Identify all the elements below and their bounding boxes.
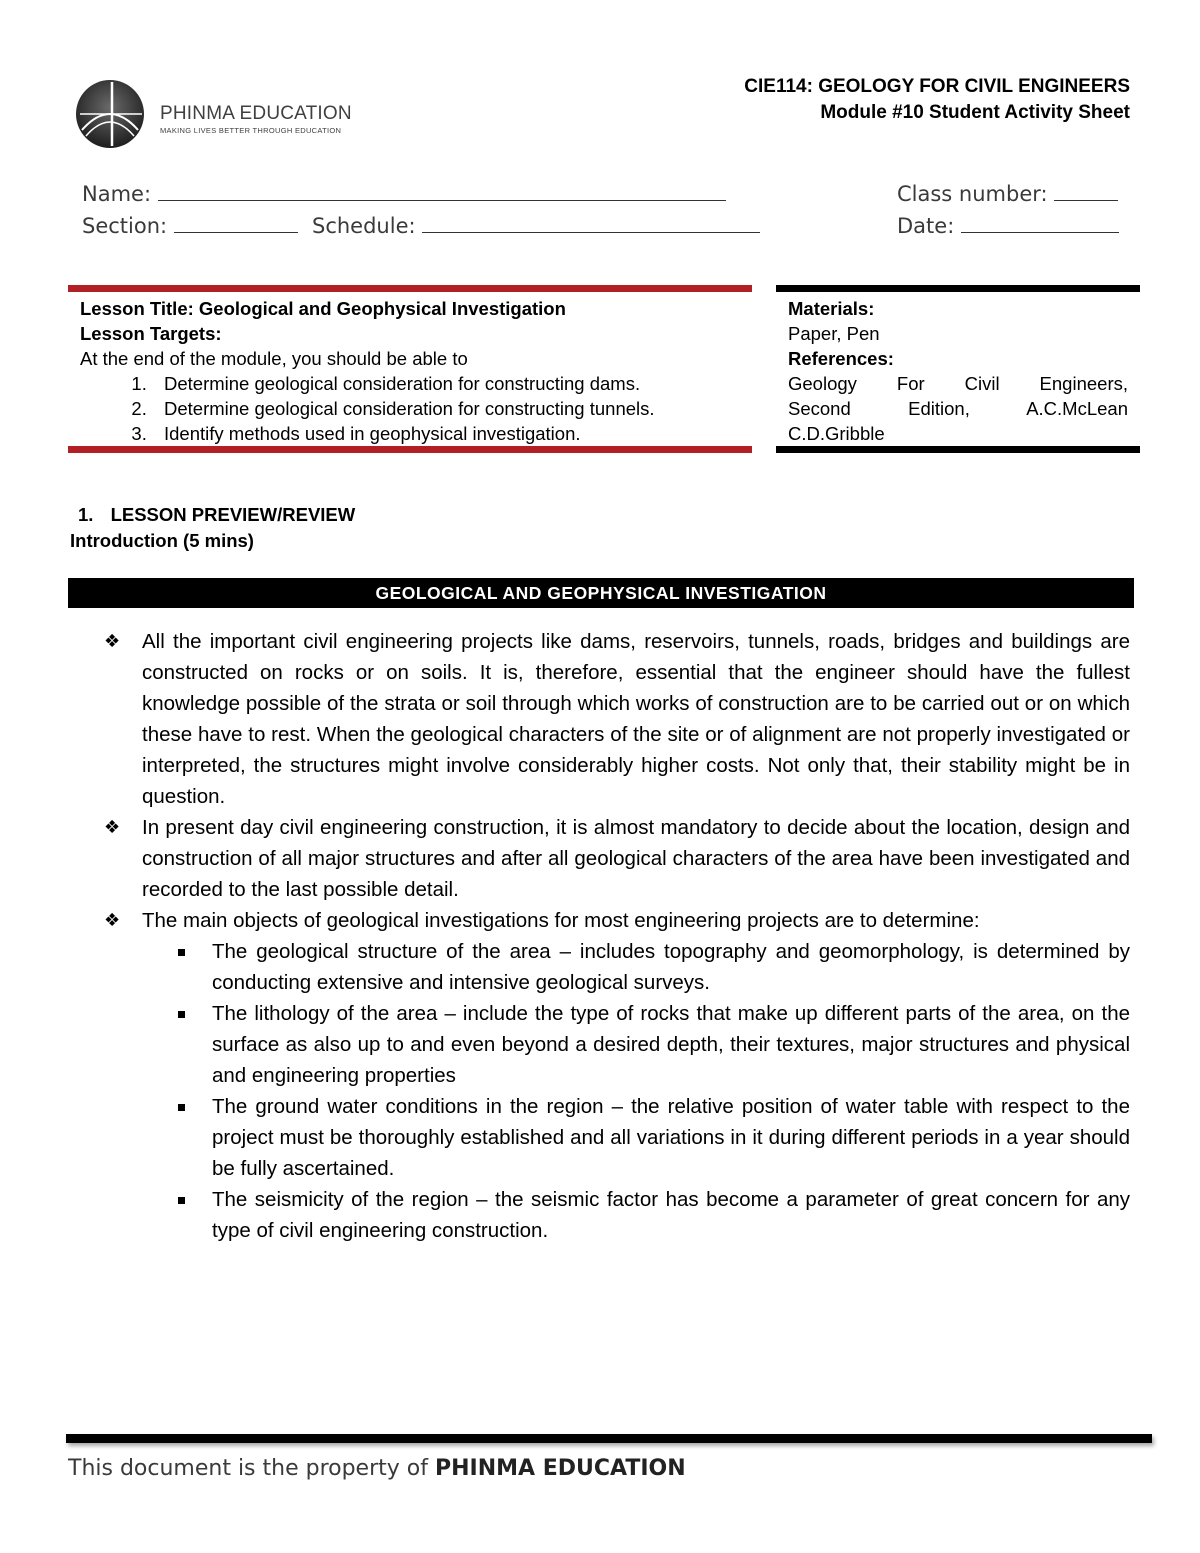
reference-line: Geology For Civil Engineers, <box>788 373 1128 394</box>
reference-line: Second Edition, A.C.McLean <box>788 398 1128 419</box>
class-number-label: Class number: <box>897 182 1048 206</box>
name-line[interactable] <box>158 180 726 201</box>
sub-list-item: The geological structure of the area – includes topography and geomorphology, is determined by conducting extensive and intensive geological surveys. <box>100 936 1130 998</box>
lesson-target: 3. Identify methods used in geophysical investigation. <box>152 421 745 446</box>
materials-bottom-bar <box>776 446 1140 453</box>
sub-list-item: The ground water conditions in the region – the relative position of water table with respect to the project must be thoroughly established and all variations in it during different periods in a year should be fully ascertained. <box>100 1091 1130 1184</box>
module-title: Module #10 Student Activity Sheet <box>820 102 1130 123</box>
list-item: ❖ All the important civil engineering projects like dams, reservoirs, tunnels, roads, bridges and buildings are constructed on rocks or on soils. It is, therefore, essential that the engineer should have the fullest knowledge possible of the strata or soil through which works of construction are to be carried out or on which these have to rest. When the geological characters of the site or of alignment are not properly investigated or interpreted, the structures might involve considerably higher costs. Not only that, their stability might be in question. <box>100 626 1130 812</box>
lesson-targets-list <box>80 371 745 446</box>
sub-list-item: The lithology of the area – include the type of rocks that make up different parts of the area, on the surface as also up to and even beyond a desired depth, their textures, major structures and physical and engineering properties <box>100 998 1130 1091</box>
footer-prefix: This document is the property of <box>68 1456 428 1481</box>
section-label: Section: <box>82 214 168 238</box>
materials-value: Paper, Pen <box>788 323 880 344</box>
lesson-title: Lesson Title: Geological and Geophysical Investigation <box>80 298 566 319</box>
lesson-target: 1. Determine geological consideration for constructing dams. <box>152 371 745 396</box>
materials-label: Materials: <box>788 298 875 319</box>
schedule-label: Schedule: <box>312 214 416 238</box>
section-field[interactable] <box>82 212 298 238</box>
section-heading <box>78 504 355 526</box>
section-line[interactable] <box>174 212 298 233</box>
diamond-bullet-icon: ❖ <box>104 631 121 651</box>
materials-top-bar <box>776 285 1140 292</box>
diamond-bullet-icon: ❖ <box>104 910 121 930</box>
name-label: Name: <box>82 182 152 206</box>
date-label: Date: <box>897 214 955 238</box>
logo-tagline: MAKING LIVES BETTER THROUGH EDUCATION <box>160 126 342 135</box>
footer-bar <box>66 1434 1152 1443</box>
reference-line: C.D.Gribble <box>788 423 885 444</box>
topic-banner: GEOLOGICAL AND GEOPHYSICAL INVESTIGATION <box>68 578 1134 608</box>
lesson-bottom-bar <box>68 446 752 453</box>
square-bullet-icon <box>178 1104 185 1111</box>
references-label: References: <box>788 348 894 369</box>
square-bullet-icon <box>178 1011 185 1018</box>
class-number-line[interactable] <box>1054 180 1118 201</box>
date-line[interactable] <box>961 212 1119 233</box>
square-bullet-icon <box>178 1197 185 1204</box>
sub-list-item: The seismicity of the region – the seismic factor has become a parameter of great concern for any type of civil engineering construction. <box>100 1184 1130 1246</box>
schedule-line[interactable] <box>422 212 760 233</box>
lesson-intro: At the end of the module, you should be able to <box>80 348 468 369</box>
name-field[interactable] <box>82 180 726 206</box>
logo-name: PHINMA EDUCATION <box>160 103 352 124</box>
section-title: LESSON PREVIEW/REVIEW <box>110 504 356 525</box>
footer-text <box>68 1456 686 1481</box>
diamond-bullet-icon: ❖ <box>104 817 121 837</box>
date-field[interactable] <box>897 212 1119 238</box>
body-content <box>100 626 1130 1246</box>
lesson-target: 2. Determine geological consideration for constructing tunnels. <box>152 396 745 421</box>
list-item: ❖ The main objects of geological investigations for most engineering projects are to determine: <box>100 905 1130 936</box>
lesson-top-bar <box>68 285 752 292</box>
section-subheading: Introduction (5 mins) <box>70 530 254 551</box>
lesson-targets-label: Lesson Targets: <box>80 323 222 344</box>
list-item: ❖ In present day civil engineering construction, it is almost mandatory to decide about the location, design and construction of all major structures and after all geological characters of the area have been investigated and recorded to the last possible detail. <box>100 812 1130 905</box>
materials-box <box>788 296 1128 446</box>
section-number: 1. <box>78 504 94 525</box>
lesson-box <box>80 296 745 446</box>
class-number-field[interactable] <box>897 180 1118 206</box>
schedule-field[interactable] <box>312 212 760 238</box>
footer-owner: PHINMA EDUCATION <box>434 1456 686 1481</box>
square-bullet-icon <box>178 949 185 956</box>
course-title: CIE114: GEOLOGY FOR CIVIL ENGINEERS <box>744 76 1130 97</box>
